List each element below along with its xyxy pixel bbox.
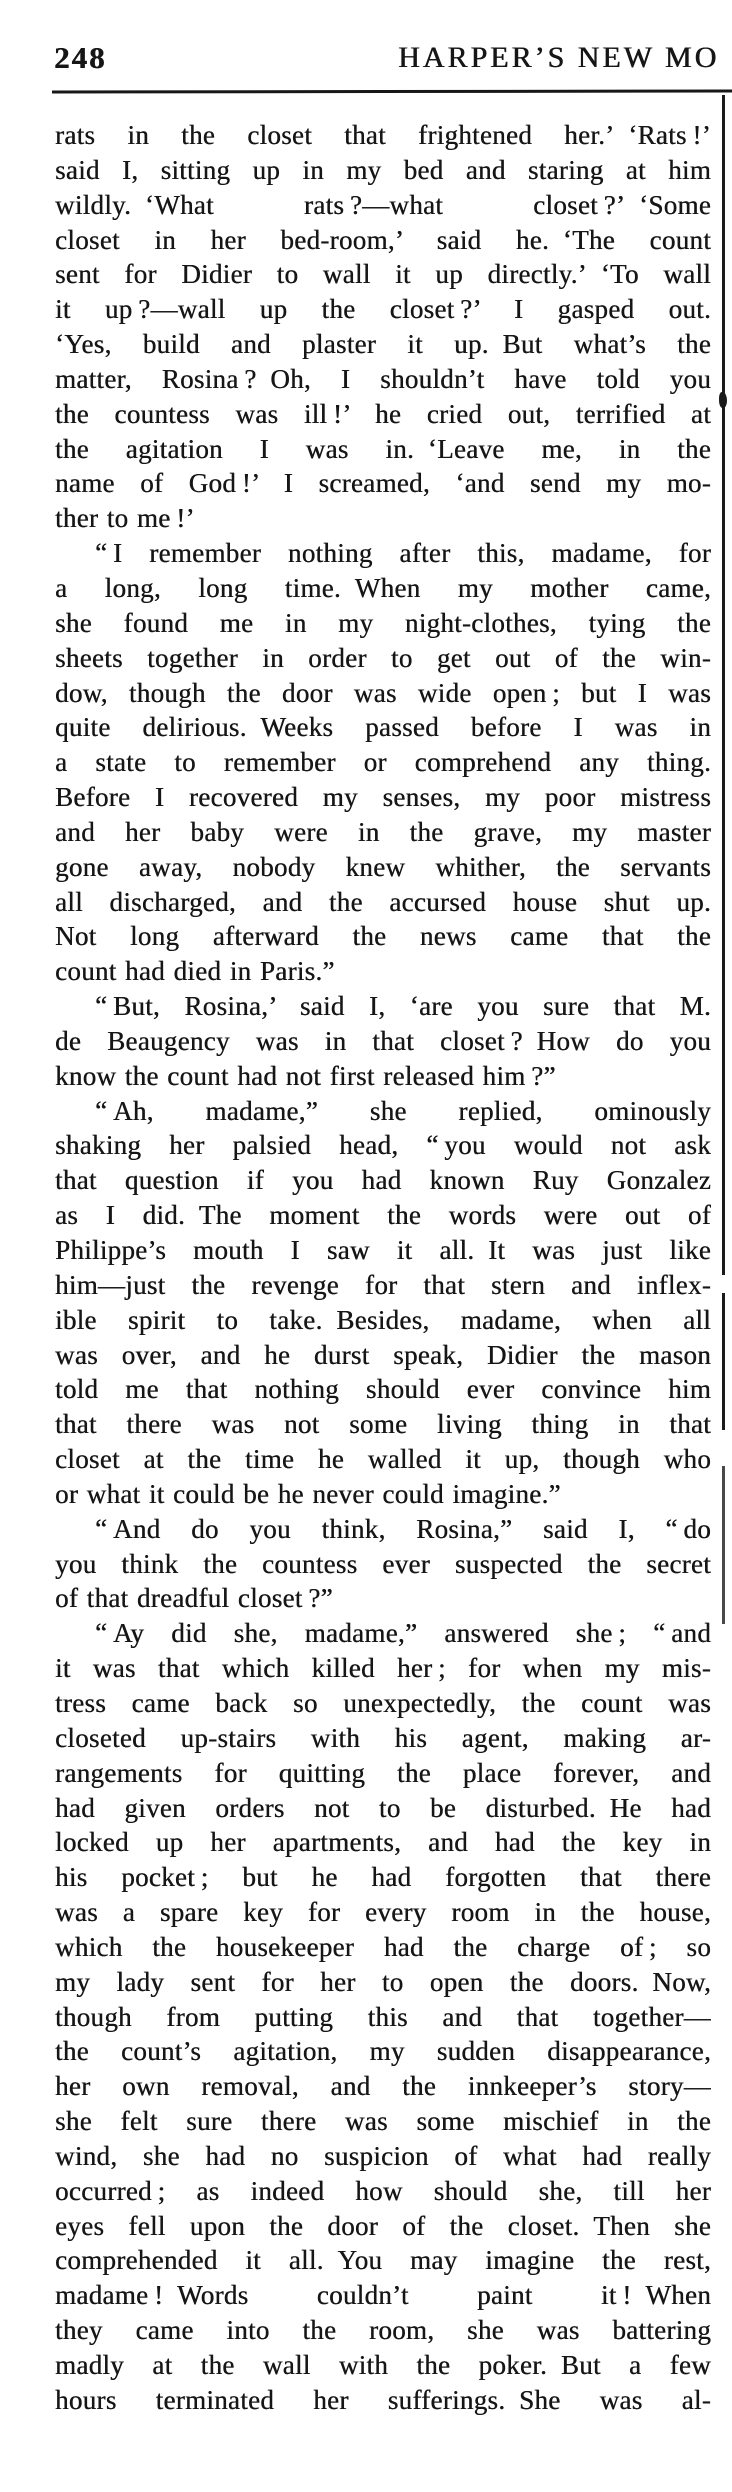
text-line: her own removal, and the innkeeper’s story— xyxy=(55,2071,711,2102)
text-line: had given orders not to be disturbed. He had xyxy=(55,1792,711,1823)
text-line: the agitation I was in. ‘Leave me, in the xyxy=(55,433,711,464)
ink-blot xyxy=(719,392,727,408)
text-line: closet in her bed-room,’ said he. ‘The count xyxy=(55,224,711,255)
text-line: was a spare key for every room in the house, xyxy=(55,1897,711,1928)
text-line: de Beaugency was in that closet ? How do you xyxy=(55,1025,711,1056)
text-column xyxy=(55,118,711,2418)
text-line: “ But, Rosina,’ said I, ‘are you sure that M. xyxy=(95,991,711,1022)
text-line: ‘Yes, build and plaster it up. But what’s the xyxy=(55,329,711,360)
text-line: Philippe’s mouth I saw it all. It was just like xyxy=(55,1235,711,1265)
text-line: occurred ; as indeed how should she, till her xyxy=(55,2175,711,2206)
text-line: and her baby were in the grave, my master xyxy=(55,816,711,847)
text-line: you think the countess ever suspected the secret xyxy=(55,1548,711,1579)
text-line: his pocket ; but he had forgotten that there xyxy=(55,1862,711,1893)
text-line: the countess was ill !’ he cried out, terrified at xyxy=(55,398,711,429)
text-line: matter, Rosina ? Oh, I shouldn’t have told you xyxy=(55,363,711,394)
text-line: quite delirious. Weeks passed before I was in xyxy=(55,712,711,743)
text-line: madame ! Words couldn’t paint it ! When xyxy=(55,2280,711,2311)
text-line: rats in the closet that frightened her.’ ‘Rats !’ xyxy=(55,120,711,150)
text-line: said I, sitting up in my bed and staring at him xyxy=(55,154,711,185)
text-line: madly at the wall with the poker. But a few xyxy=(55,2350,711,2380)
text-line: name of God !’ I screamed, ‘and send my mo- xyxy=(55,468,711,499)
text-line: they came into the room, she was battering xyxy=(55,2315,711,2346)
text-line: of that dreadful closet ?” xyxy=(55,1583,333,1614)
text-line: that question if you had known Ruy Gonzalez xyxy=(55,1165,711,1196)
text-line: ible spirit to take. Besides, madame, when all xyxy=(55,1304,711,1335)
page-number: 248 xyxy=(54,40,107,75)
header-rule xyxy=(52,90,732,94)
text-line: know the count had not first released him ?” xyxy=(55,1060,556,1091)
text-line: gone away, nobody knew whither, the servants xyxy=(55,851,711,882)
text-line: it up ?—wall up the closet ?’ I gasped out. xyxy=(55,294,711,325)
text-line: as I did. The moment the words were out of xyxy=(55,1200,711,1231)
text-line: “ I remember nothing after this, madame, for xyxy=(95,538,711,569)
text-line: all discharged, and the accursed house shut up. xyxy=(55,886,711,917)
text-line: “ And do you think, Rosina,” said I, “ do xyxy=(95,1513,711,1544)
text-line: “ Ah, madame,” she replied, ominously xyxy=(95,1095,711,1126)
text-line: closeted up-stairs with his agent, making ar- xyxy=(55,1722,711,1753)
text-line: was over, and he durst speak, Didier the mason xyxy=(55,1339,711,1370)
text-line: she felt sure there was some mischief in the xyxy=(55,2106,711,2137)
text-line: wildly. ‘What rats ?—what closet ?’ ‘Some xyxy=(55,189,711,220)
text-line: or what it could be he never could imagine.” xyxy=(55,1478,561,1509)
text-line: Before I recovered my senses, my poor mistress xyxy=(55,782,711,813)
text-line: that there was not some living thing in that xyxy=(55,1409,711,1440)
text-line: though from putting this and that together— xyxy=(55,2001,711,2032)
text-line: the count’s agitation, my sudden disappearance, xyxy=(55,2036,711,2067)
text-line: rangements for quitting the place forever, and xyxy=(55,1757,711,1788)
text-line: “ Ay did she, madame,” answered she ; “ and xyxy=(95,1618,711,1649)
column-divider xyxy=(722,1293,725,1430)
text-line: dow, though the door was wide open ; but I was xyxy=(55,677,711,708)
text-line: sent for Didier to wall it up directly.’ ‘To wall xyxy=(55,259,711,290)
text-line: wind, she had no suspicion of what had really xyxy=(55,2140,711,2171)
text-line: sheets together in order to get out of the win- xyxy=(55,642,711,673)
text-line: closet at the time he walled it up, though who xyxy=(55,1444,711,1475)
column-divider xyxy=(722,95,725,1275)
text-line: she found me in my night-clothes, tying the xyxy=(55,607,711,638)
text-line: him—just the revenge for that stern and inflex- xyxy=(55,1269,711,1300)
text-line: Not long afterward the news came that the xyxy=(55,921,711,952)
text-line: count had died in Paris.” xyxy=(55,956,335,987)
column-divider xyxy=(722,1466,725,1624)
text-line: it was that which killed her ; for when my mis- xyxy=(55,1653,711,1684)
text-line: a state to remember or comprehend any thing. xyxy=(55,747,711,778)
text-line: my lady sent for her to open the doors. Now, xyxy=(55,1966,711,1997)
text-line: hours terminated her sufferings. She was al- xyxy=(55,2384,711,2415)
text-line: eyes fell upon the door of the closet. Then she xyxy=(55,2210,711,2241)
text-line: a long, long time. When my mother came, xyxy=(55,572,711,603)
text-line: ther to me !’ xyxy=(55,503,195,534)
text-line: locked up her apartments, and had the key in xyxy=(55,1827,711,1858)
text-line: told me that nothing should ever convince him xyxy=(55,1374,711,1405)
text-line: comprehended it all. You may imagine the rest, xyxy=(55,2245,711,2276)
text-line: which the housekeeper had the charge of ; so xyxy=(55,1931,711,1962)
running-head-title: HARPER’S NEW MO xyxy=(398,41,720,74)
text-line: shaking her palsied head, “ you would not ask xyxy=(55,1130,711,1161)
text-line: tress came back so unexpectedly, the count was xyxy=(55,1687,711,1718)
